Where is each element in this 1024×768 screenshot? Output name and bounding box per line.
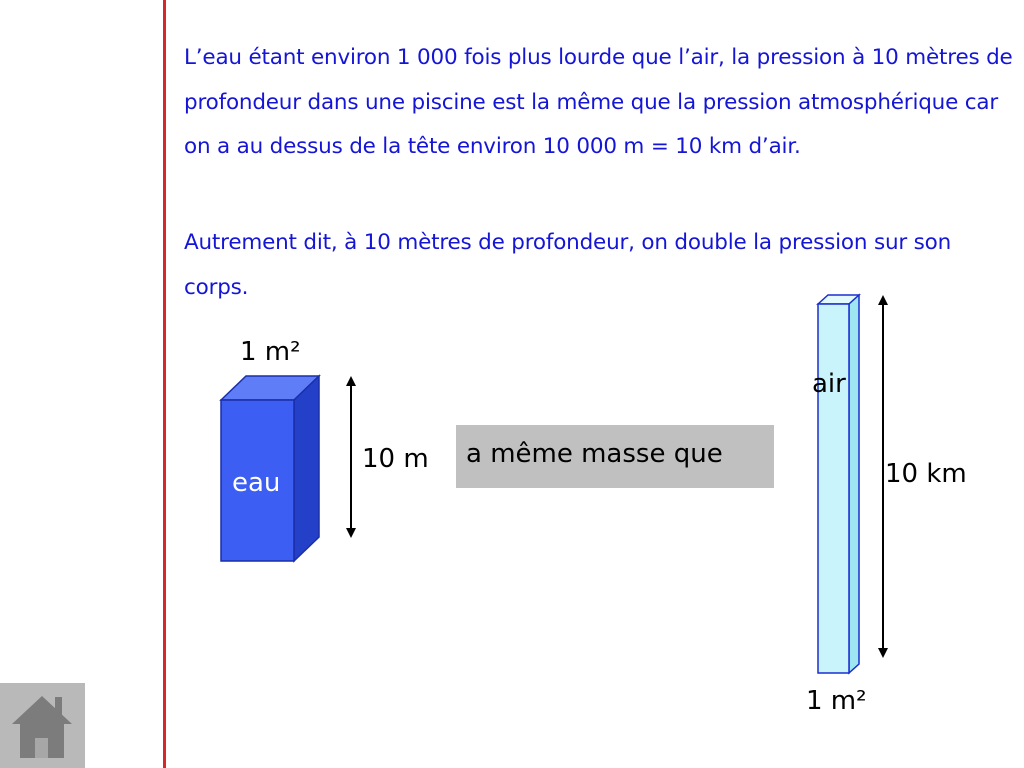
water-area-label: 1 m² — [240, 337, 301, 367]
water-height-label: 10 m — [362, 444, 429, 474]
air-column-side — [849, 295, 859, 673]
water-block-side — [294, 376, 319, 561]
explanation-paragraph-1: L’eau étant environ 1 000 fois plus lourde que l’air, la pression à 10 mètres de profondeur dans une piscine est la même que la pression atmosphérique car on a au dessus de la tête environ 10 000 m = 10 km d’air. — [184, 45, 1013, 159]
home-button[interactable] — [0, 683, 85, 768]
air-column-front — [818, 304, 849, 673]
water-label: eau — [232, 468, 281, 498]
air-area-label: 1 m² — [806, 686, 867, 716]
air-height-label: 10 km — [885, 459, 967, 489]
comparison-label: a même masse que — [466, 439, 723, 469]
comparison-box — [456, 425, 774, 488]
explanation-paragraph-2: Autrement dit, à 10 mètres de profondeur, on double la pression sur son corps. — [184, 230, 952, 300]
water-height-arrow — [346, 376, 356, 538]
air-column — [818, 295, 859, 673]
air-label: air — [812, 369, 846, 399]
